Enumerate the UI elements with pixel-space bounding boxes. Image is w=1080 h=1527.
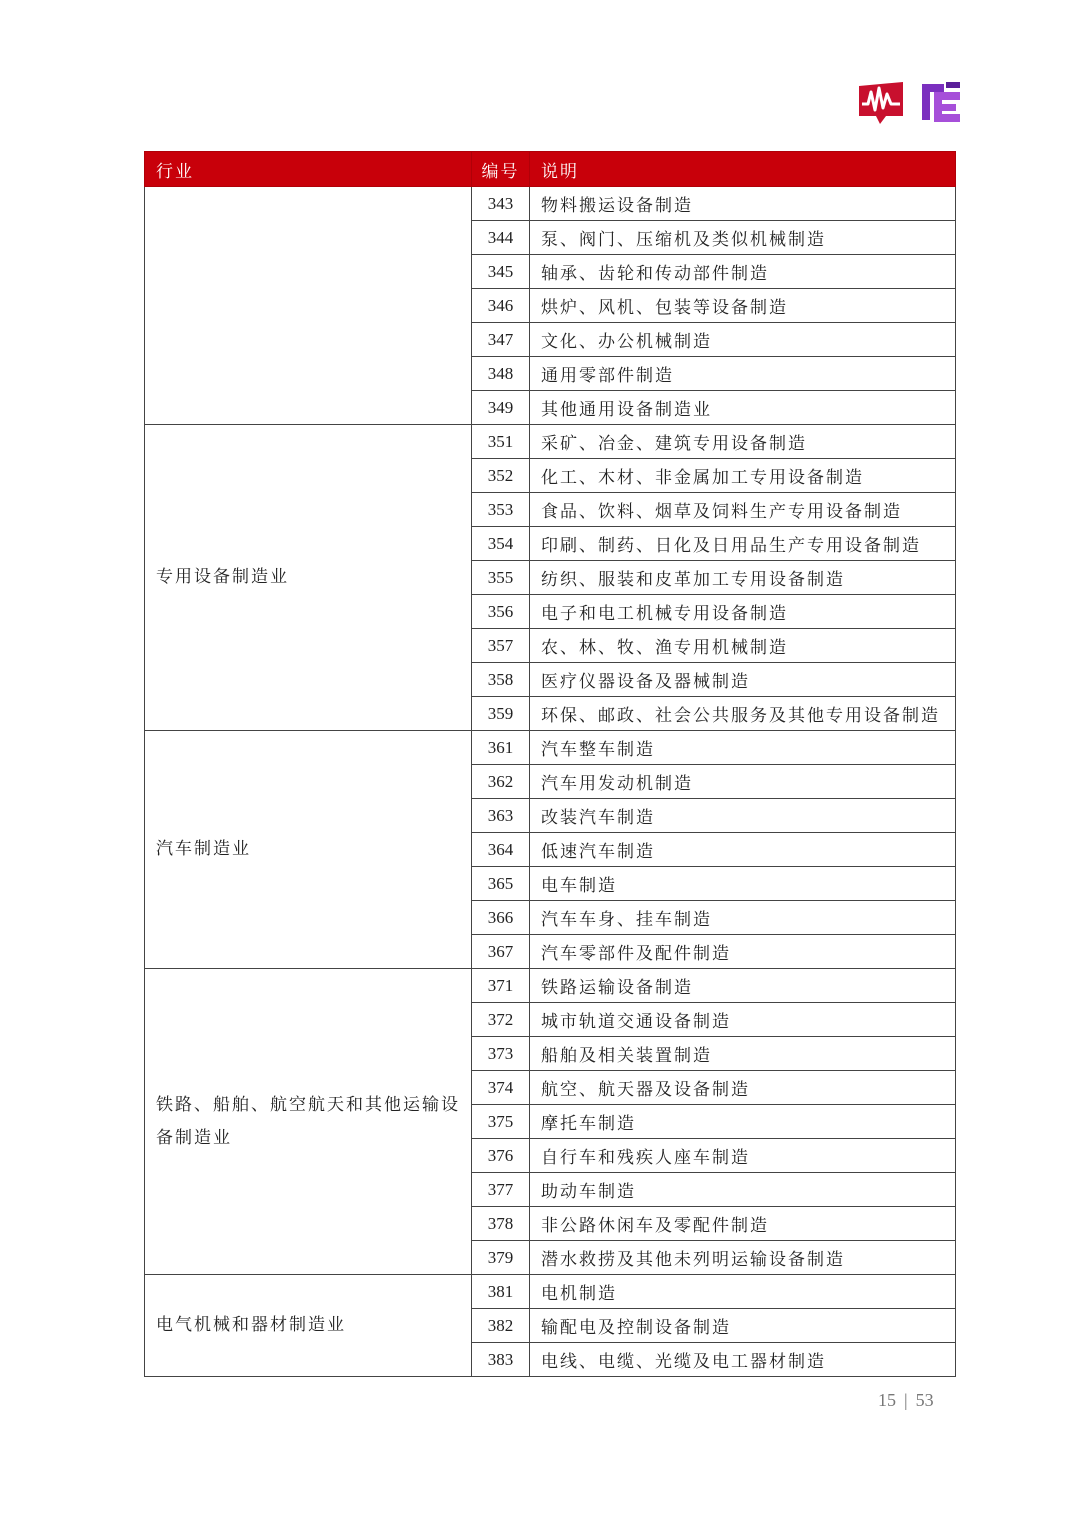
code-cell: 351 (472, 425, 530, 459)
code-cell: 366 (472, 901, 530, 935)
description-cell: 泵、阀门、压缩机及类似机械制造 (530, 221, 956, 255)
code-cell: 343 (472, 187, 530, 221)
purple-letter-logo-icon (916, 78, 966, 126)
code-cell: 358 (472, 663, 530, 697)
description-cell: 化工、木材、非金属加工专用设备制造 (530, 459, 956, 493)
header-code: 编号 (472, 152, 530, 187)
description-cell: 汽车整车制造 (530, 731, 956, 765)
description-cell: 非公路休闲车及零配件制造 (530, 1207, 956, 1241)
table-row (145, 187, 956, 221)
description-cell: 医疗仪器设备及器械制造 (530, 663, 956, 697)
code-cell: 348 (472, 357, 530, 391)
code-cell: 377 (472, 1173, 530, 1207)
code-cell: 379 (472, 1241, 530, 1275)
header-description: 说明 (530, 152, 956, 187)
page-current: 15 (878, 1390, 896, 1410)
description-cell: 摩托车制造 (530, 1105, 956, 1139)
code-cell: 381 (472, 1275, 530, 1309)
code-cell: 375 (472, 1105, 530, 1139)
description-cell: 自行车和残疾人座车制造 (530, 1139, 956, 1173)
description-cell: 物料搬运设备制造 (530, 187, 956, 221)
table-row (145, 969, 956, 1003)
code-cell: 374 (472, 1071, 530, 1105)
industry-cell: 电气机械和器材制造业 (145, 1275, 472, 1377)
code-cell: 371 (472, 969, 530, 1003)
code-cell: 376 (472, 1139, 530, 1173)
industry-table (144, 151, 956, 1377)
page-number (878, 1390, 934, 1411)
description-cell: 通用零部件制造 (530, 357, 956, 391)
code-cell: 363 (472, 799, 530, 833)
code-cell: 353 (472, 493, 530, 527)
code-cell: 383 (472, 1343, 530, 1377)
description-cell: 汽车零部件及配件制造 (530, 935, 956, 969)
code-cell: 373 (472, 1037, 530, 1071)
description-cell: 其他通用设备制造业 (530, 391, 956, 425)
code-cell: 378 (472, 1207, 530, 1241)
table-row (145, 1275, 956, 1309)
table-header-row (145, 152, 956, 187)
description-cell: 采矿、冶金、建筑专用设备制造 (530, 425, 956, 459)
code-cell: 352 (472, 459, 530, 493)
description-cell: 农、林、牧、渔专用机械制造 (530, 629, 956, 663)
code-cell: 364 (472, 833, 530, 867)
description-cell: 环保、邮政、社会公共服务及其他专用设备制造 (530, 697, 956, 731)
code-cell: 354 (472, 527, 530, 561)
code-cell: 344 (472, 221, 530, 255)
code-cell: 347 (472, 323, 530, 357)
code-cell: 355 (472, 561, 530, 595)
code-cell: 382 (472, 1309, 530, 1343)
page-separator: | (904, 1390, 908, 1410)
code-cell: 359 (472, 697, 530, 731)
code-cell: 372 (472, 1003, 530, 1037)
description-cell: 助动车制造 (530, 1173, 956, 1207)
description-cell: 电子和电工机械专用设备制造 (530, 595, 956, 629)
description-cell: 电机制造 (530, 1275, 956, 1309)
header-industry: 行业 (145, 152, 472, 187)
code-cell: 346 (472, 289, 530, 323)
description-cell: 文化、办公机械制造 (530, 323, 956, 357)
code-cell: 357 (472, 629, 530, 663)
description-cell: 纺织、服装和皮革加工专用设备制造 (530, 561, 956, 595)
page-total: 53 (915, 1390, 934, 1410)
industry-cell: 专用设备制造业 (145, 425, 472, 731)
description-cell: 输配电及控制设备制造 (530, 1309, 956, 1343)
description-cell: 印刷、制药、日化及日用品生产专用设备制造 (530, 527, 956, 561)
table-row (145, 731, 956, 765)
description-cell: 潜水救捞及其他未列明运输设备制造 (530, 1241, 956, 1275)
description-cell: 电线、电缆、光缆及电工器材制造 (530, 1343, 956, 1377)
code-cell: 362 (472, 765, 530, 799)
description-cell: 铁路运输设备制造 (530, 969, 956, 1003)
description-cell: 改装汽车制造 (530, 799, 956, 833)
code-cell: 356 (472, 595, 530, 629)
description-cell: 汽车用发动机制造 (530, 765, 956, 799)
table-row (145, 425, 956, 459)
description-cell: 电车制造 (530, 867, 956, 901)
industry-cell: 汽车制造业 (145, 731, 472, 969)
code-cell: 345 (472, 255, 530, 289)
description-cell: 食品、饮料、烟草及饲料生产专用设备制造 (530, 493, 956, 527)
code-cell: 361 (472, 731, 530, 765)
code-cell: 365 (472, 867, 530, 901)
description-cell: 汽车车身、挂车制造 (530, 901, 956, 935)
industry-cell (145, 187, 472, 425)
description-cell: 烘炉、风机、包装等设备制造 (530, 289, 956, 323)
description-cell: 城市轨道交通设备制造 (530, 1003, 956, 1037)
description-cell: 航空、航天器及设备制造 (530, 1071, 956, 1105)
code-cell: 349 (472, 391, 530, 425)
code-cell: 367 (472, 935, 530, 969)
description-cell: 低速汽车制造 (530, 833, 956, 867)
description-cell: 轴承、齿轮和传动部件制造 (530, 255, 956, 289)
industry-cell: 铁路、船舶、航空航天和其他运输设备制造业 (145, 969, 472, 1275)
brand-logos (856, 78, 966, 126)
red-wave-logo-icon (856, 78, 906, 126)
description-cell: 船舶及相关装置制造 (530, 1037, 956, 1071)
